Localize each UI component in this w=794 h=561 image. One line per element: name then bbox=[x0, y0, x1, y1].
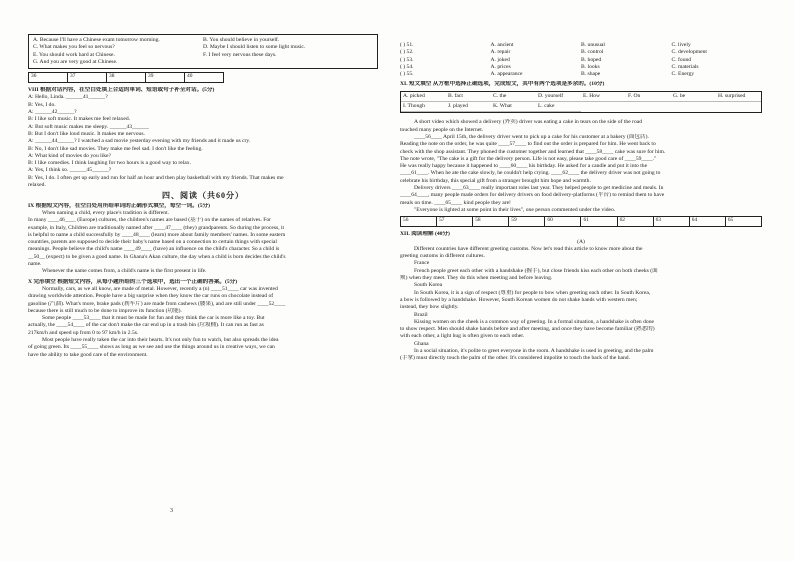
options-box bbox=[28, 34, 378, 69]
option: C. materials bbox=[671, 63, 699, 70]
text-line: In a social situation, it's polite to greet everyone in the room. A handshake is used in greeting, and the palm bbox=[414, 347, 654, 354]
text-line: greeting customs in different cultures. bbox=[400, 253, 485, 260]
option: B. control bbox=[581, 49, 604, 56]
dialog-line: B: I like soft music. It makes me feel relaxed. bbox=[28, 116, 131, 123]
word-option: L. cake bbox=[536, 102, 581, 112]
text-line: ____64____, many people made orders for delivery drivers on food delivery-platforms (平台) to remind them to have bbox=[400, 192, 665, 199]
answer-cell: 58 bbox=[473, 217, 509, 227]
text-line: meanings. People believe the child's name ____49____ (have) an influence on the child's character. So a child is bbox=[28, 246, 280, 253]
text-line: check with the shop assistant. They phoned the customer together and learned that ____58____ cake was sure for him. bbox=[400, 148, 666, 155]
answer-cell: 39 bbox=[146, 73, 185, 83]
answer-cell: 63 bbox=[653, 217, 689, 227]
country-heading: Brazil bbox=[414, 311, 428, 318]
answer-cell: 56 bbox=[401, 217, 437, 227]
answer-cell: 64 bbox=[689, 217, 725, 227]
country-heading: South Korea bbox=[414, 282, 443, 289]
option: C. Energy bbox=[671, 71, 695, 78]
text-line: touched many people on the Internet. bbox=[400, 126, 484, 133]
text-line: have the ability to take good care of the environment. bbox=[28, 351, 148, 358]
word-option: E. How bbox=[581, 92, 626, 102]
option: C. found bbox=[671, 56, 692, 63]
dialog-line: relaxed. bbox=[28, 182, 46, 189]
option: C. lively bbox=[671, 42, 691, 48]
question-number: ( ) 55. bbox=[400, 71, 414, 78]
text-line: meals on time. ____65____ kind people they are! bbox=[400, 199, 511, 206]
dialog-line: A: Yes, I think so. ______45______? bbox=[28, 167, 112, 174]
option: B. unusual bbox=[581, 42, 605, 48]
question-number: ( ) 53. bbox=[400, 56, 414, 63]
answer-grid-36-40 bbox=[28, 72, 224, 83]
text-line: name. bbox=[28, 261, 42, 268]
word-option: A. picked bbox=[401, 92, 446, 102]
option-b: B. You should believe in yourself. bbox=[203, 37, 280, 43]
word-option: B. fact bbox=[446, 92, 491, 102]
section-10-text bbox=[28, 286, 378, 359]
question-row bbox=[400, 49, 762, 56]
question-number: ( ) 51. bbox=[400, 42, 414, 48]
word-option: C. the bbox=[491, 92, 536, 102]
text-line: 217km/h and speed up from 0 to 97 km/h in 2.5s. bbox=[28, 329, 139, 336]
word-option: I. Though bbox=[401, 102, 446, 112]
option: A. repair bbox=[490, 49, 511, 56]
dialog-line: A: But soft music makes me sleepy. ______43______ bbox=[28, 123, 149, 130]
question-number: ( ) 54. bbox=[400, 63, 414, 70]
word-option: H. surprised bbox=[716, 92, 761, 102]
section-9-text bbox=[28, 210, 378, 276]
word-box bbox=[400, 91, 762, 114]
option-e: E. You should work hard at Chinese. bbox=[33, 51, 115, 58]
text-line: countries, parents are supposed to decide their baby's name based on a connection to certain things with special bbox=[28, 239, 277, 246]
section-11-title: XI. 短文填空 从方框中选择正确选项，完成短文，其中有两个选项是多余的。(10分) bbox=[400, 81, 605, 88]
answer-cell: 38 bbox=[107, 73, 146, 83]
answer-cell: 40 bbox=[185, 73, 224, 83]
page-number: 3 bbox=[170, 508, 173, 514]
text-line: actually, the ____54____ of the car don't make the car end up in a trash bin (垃圾桶). It can run as fast as bbox=[28, 322, 264, 329]
right-column bbox=[400, 30, 762, 363]
text-line: In South Korea, it is a sign of respect (尊重) for people to bow when greeting each other. In South Korea, bbox=[414, 289, 651, 296]
left-column bbox=[28, 30, 378, 359]
answer-cell: 37 bbox=[68, 73, 107, 83]
text-line: to show respect. Men should shake hands before and after meeting, and once they have become familiar (熟悉的) bbox=[400, 326, 655, 333]
word-option: J. played bbox=[446, 102, 491, 112]
text-line: When naming a child, every place's tradition is different. bbox=[42, 209, 170, 216]
dialog-line: B: But I don't like loud music. It makes me nervous. bbox=[28, 130, 145, 137]
option: A. appearance bbox=[490, 71, 523, 78]
option-a: A. Because I'll have a Chinese exam tomorrow morning. bbox=[33, 37, 160, 43]
section-12-title: XII. 阅读理解 (40分) bbox=[400, 231, 450, 238]
question-row bbox=[400, 64, 762, 71]
dialog-line: A: What kind of movies do you like? bbox=[28, 152, 112, 159]
dialog-line: A: ______42______? bbox=[28, 109, 77, 116]
text-line: is helpful to name a child successfully by ____48____ (learn) more about family members' names. In some eastern bbox=[28, 231, 286, 238]
option-c: C. What makes you feel so nervous? bbox=[33, 44, 115, 51]
text-line: Some people ____53____ that it must be made for fun and they think the car is more like a toy. But bbox=[42, 315, 265, 322]
option: B. looks bbox=[581, 63, 600, 70]
text-line: ____56____ April 15th, the delivery driver went to pick up a cake for his customer at a bakery (面包店). bbox=[414, 133, 649, 140]
section-10-title: X 完形填空 根据短文内容，从每小题所给的三个选项中，选出一个正确的答案。(5分) bbox=[28, 278, 238, 285]
country-heading: Ghana bbox=[414, 340, 429, 347]
text-line: example, in Italy, Children are traditionally named after ____47____ (they) grandparents. So during the process, it bbox=[28, 224, 285, 231]
question-row bbox=[400, 71, 762, 78]
option-g: G. And you are very good at Chinese. bbox=[33, 58, 118, 65]
answer-cell: 60 bbox=[545, 217, 581, 227]
text-line: with each other, a light hug is often given to each other. bbox=[400, 333, 525, 340]
section-11-text bbox=[400, 119, 762, 214]
word-option: F. On bbox=[626, 92, 671, 102]
text-line: Most people have really taken the car into their hearts. It's not only fun to watch, but also spreads the idea bbox=[42, 336, 279, 343]
cloze-options bbox=[400, 42, 762, 78]
text-line: In many ____46____ (Europe) cultures, the children's names are based (基于) on the names of relatives. For bbox=[28, 217, 272, 224]
dialog-line: B: I like comedies. I think laughing for two hours is a good way to relax. bbox=[28, 160, 191, 167]
text-line: gasoline (汽油). What's more, brake pads (刹车片) are made from cashews (腰果), and are still under ____52____ bbox=[28, 300, 286, 307]
text-line: Different countries have different greeting customs. Now let's read this article to know more about the bbox=[414, 245, 643, 252]
section-12-text bbox=[400, 246, 762, 363]
text-line: "Everyone is lighted at some point in their lives", one person commented under the video. bbox=[414, 206, 616, 213]
answer-cell: 65 bbox=[725, 217, 761, 227]
answer-cell: 59 bbox=[509, 217, 545, 227]
text-line: drawing worldwide attention. People have a big surprise when they know the car runs on chocolate instead of bbox=[28, 293, 274, 300]
answer-grid-56-65 bbox=[400, 216, 762, 227]
text-line: A short video which showed a delivery (外卖) driver was eating a cake in tears on the side of the road bbox=[414, 119, 643, 126]
dialog-line: B: Yes, I do. I often get up early and run for half an hour and then play basketball with my friends. That makes me bbox=[28, 174, 284, 181]
text-line: The note wrote, "The cake is a gift for the delivery person. Life is not easy, please take good care of ____59____." bbox=[400, 155, 657, 162]
text-line: ____61____. When he ate the cake slowly, he couldn't help crying. ____62____ the delivery driver was not going to bbox=[400, 170, 661, 177]
answer-cell: 36 bbox=[29, 73, 68, 83]
option: B. shape bbox=[581, 71, 601, 78]
text-line: of going green. Its ____55____ shows as long as we see and use the things around us in creative ways, we can bbox=[28, 344, 275, 351]
text-line: Kissing women on the cheek is a common way of greeting. In a formal situation, a handshake is often done bbox=[414, 318, 655, 325]
text-line: because there is still much to be done to improve its function (功能). bbox=[28, 307, 182, 314]
word-option: K. What bbox=[491, 102, 536, 112]
country-heading: France bbox=[414, 260, 430, 267]
dialog-line: A: ______44______? I watched a sad movie yesterday evening with my friends and it made us cry. bbox=[28, 138, 251, 145]
dialog-line: B: Yes, I do. bbox=[28, 101, 56, 108]
text-line: 颊) when they meet. They do this when meeting and before leaving. bbox=[400, 275, 553, 282]
text-line: Whenever the name comes from, a child's name is the first present in life. bbox=[42, 268, 207, 275]
text-line: He was really happy because it happened to ____60____ his birthday. He asked for a candle and put it into the bbox=[400, 163, 648, 170]
text-line: Normally, cars, as we all know, are made of metal. However, recently a (n) ____51____ car was invented bbox=[42, 285, 278, 292]
text-line: Reading the note on the order, he was quite ____57____ to find out the order is prepared for him. He went back to bbox=[400, 141, 656, 148]
answer-cell: 61 bbox=[581, 217, 617, 227]
section-8-title: VIII 根据对话内容，在空白处填上合适的单词、短语或句子补全对话。(5分) bbox=[28, 87, 215, 94]
question-row bbox=[400, 42, 762, 49]
passage-a-label: (A) bbox=[577, 238, 585, 245]
section-9-title: IX 根据短文内容，在空白处用所给单词的正确形式填空，每空一词。(5分) bbox=[28, 202, 210, 209]
word-option: D. yourself bbox=[536, 92, 581, 102]
text-line: (手掌) must directly touch the palm of the other. It's considered impolite to touch the back of the hand. bbox=[400, 355, 630, 362]
text-line: instead, they bow slightly. bbox=[400, 304, 459, 311]
option-d: D. Maybe I should listen to some light music. bbox=[203, 44, 306, 51]
option: C. development bbox=[671, 49, 707, 56]
question-row bbox=[400, 57, 762, 64]
option: A. ancient bbox=[490, 42, 514, 48]
option: B. hoped bbox=[581, 56, 602, 63]
option-f: F. I feel very nervous these days. bbox=[203, 51, 277, 58]
dialog bbox=[28, 94, 378, 189]
question-number: ( ) 52. bbox=[400, 49, 414, 56]
part-4-heading: 四、阅读（共60分） bbox=[162, 191, 244, 201]
word-option: G. be bbox=[671, 92, 716, 102]
text-line: __50__ (expect) to be given a good name. In Ghana's Akan culture, the day when a child is born decides the child's bbox=[28, 253, 286, 260]
text-line: French people greet each other with a handshake (握手), but close friends kiss each other on both cheeks (面 bbox=[414, 267, 658, 274]
option: A. joked bbox=[490, 56, 510, 63]
option: A. prices bbox=[490, 63, 511, 70]
text-line: a bow is followed by a handshake. However, South Korean women do not shake hands with western men; bbox=[400, 296, 638, 303]
text-line: celebrate his birthday, this special gift from a stranger brought him hope and warmth. bbox=[400, 177, 591, 184]
dialog-line: B: No, I don't like sad movies. They make me feel sad. I don't like the feeling. bbox=[28, 145, 203, 152]
dialog-line: A: Hello, Linda. ______41______? bbox=[28, 94, 108, 101]
text-line: Delivery drivers ____63____ really important roles last year. They helped people to get medicine and meals. In bbox=[414, 185, 664, 192]
answer-cell: 62 bbox=[617, 217, 653, 227]
answer-cell: 57 bbox=[437, 217, 473, 227]
